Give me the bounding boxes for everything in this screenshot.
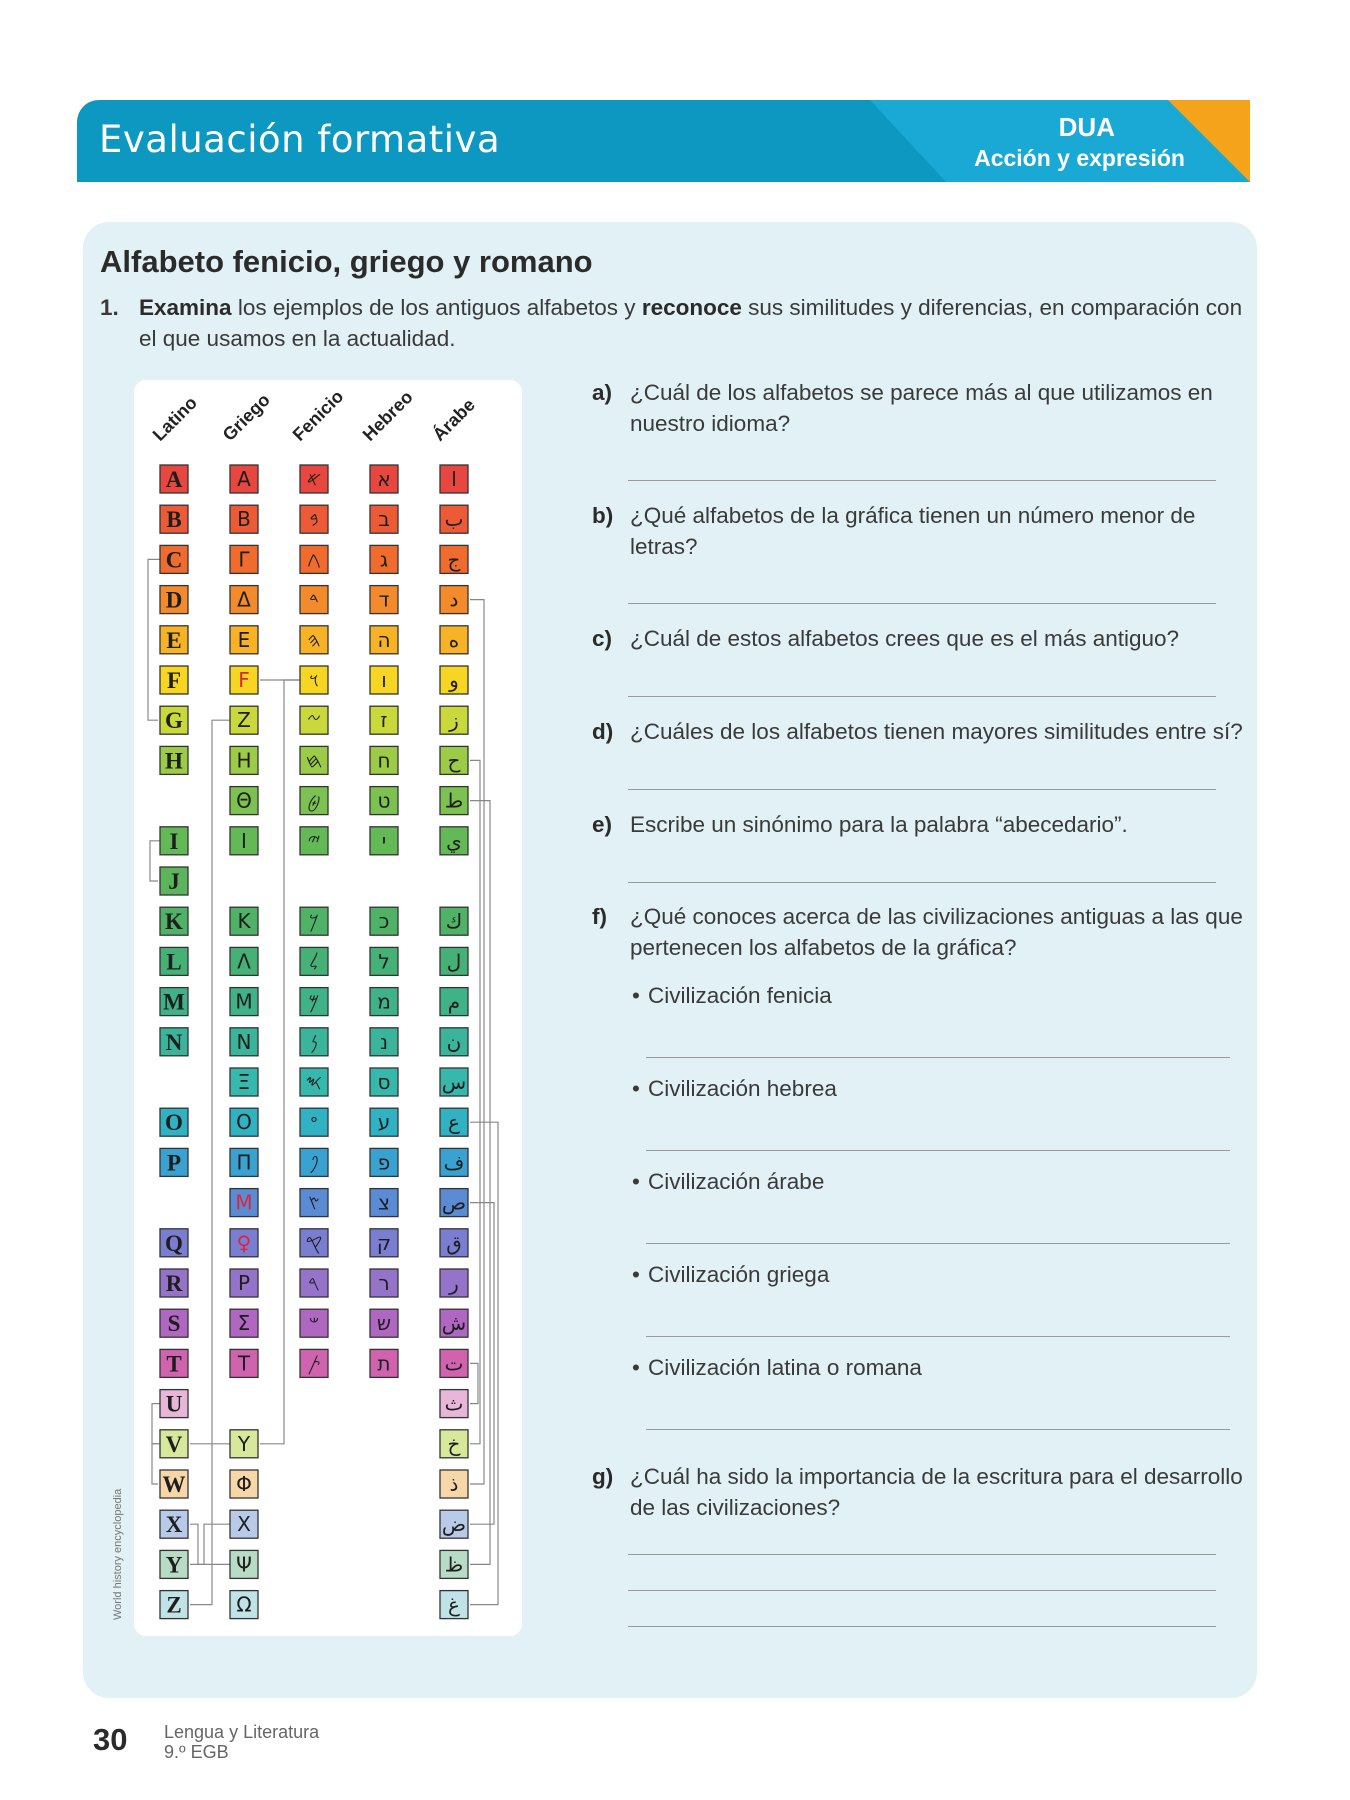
letter-latin: Y [165,1552,183,1578]
answer-line-arabe[interactable] [646,1243,1230,1244]
letter-hebrew: ח [377,748,391,773]
letter-phoenician: 𐤍 [310,1029,318,1054]
grade-level: 9.º EGB [164,1742,229,1762]
letter-arabic: ز [449,708,459,733]
letter-greek: B [237,507,251,532]
letter-greek: A [237,467,251,491]
letter-greek: Ω [236,1592,252,1617]
instruction-verb-1: Examina [139,295,232,320]
question-g [592,1461,1252,1523]
bullet-text: Civilización griega [648,1262,830,1287]
answer-line-g-2[interactable] [628,1590,1216,1591]
letter-arabic: ف [443,1150,465,1175]
header-banner [77,100,1250,182]
alphabet-chart [134,380,522,1636]
letter-phoenician: 𐤋 [309,949,319,974]
question-d-line1: ¿Cuáles de los alfabetos tienen mayores similitudes entre sí? [630,719,1243,744]
letter-arabic: ت [444,1351,464,1376]
letter-latin: K [165,909,183,935]
letter-hebrew: ה [377,627,391,652]
letter-greek: Δ [237,587,251,612]
letter-latin: H [165,748,183,774]
letter-hebrew: ג [379,547,389,572]
letter-hebrew: ע [377,1110,391,1135]
letter-phoenician: 𐤆 [306,708,322,733]
bullet-civilizacion-latina: • Civilización latina o romana [632,1355,922,1380]
letter-phoenician: 𐤉 [307,828,321,853]
letter-latin: V [165,1431,183,1457]
letter-arabic: ك [445,909,463,934]
letter-hebrew: נ [379,1029,389,1054]
column-header-greek: Griego [218,389,274,445]
letter-greek: Π [236,1150,252,1175]
question-d-label: d) [592,719,614,744]
letter-arabic: ج [447,547,461,572]
letter-greek: K [237,909,251,934]
letter-arabic: ح [447,748,461,773]
answer-line-fenicia[interactable] [646,1057,1230,1058]
letter-hebrew: י [381,828,387,853]
question-f-label: f) [592,904,607,929]
question-g-line1: ¿Cuál ha sido la importancia de la escritura para el desarrollo [630,1464,1243,1489]
letter-phoenician: 𐤌 [308,989,320,1014]
question-b-label: b) [592,503,614,528]
letter-arabic: س [441,1070,467,1094]
question-f-line1: ¿Qué conoces acerca de las civilizaciones antiguas a las que [630,904,1243,929]
letter-phoenician: 𐤐 [309,1150,319,1175]
bullet-civilizacion-arabe: • Civilización árabe [632,1169,825,1194]
letter-hebrew: כ [378,909,390,934]
letter-phoenician: 𐤎 [305,1070,323,1094]
letter-phoenician: 𐤑 [308,1190,320,1215]
question-a-label: a) [592,380,613,405]
letter-greek: T [237,1351,251,1376]
question-f-line2: pertenecen los alfabetos de la gráfica? [630,935,1017,960]
letter-greek: X [237,1512,251,1537]
letter-latin: U [165,1391,183,1417]
footer-subject [164,1722,319,1762]
letter-hebrew: ס [377,1070,391,1094]
letter-greek: F [238,668,250,692]
question-c-label: c) [592,626,613,651]
question-b [592,500,1252,562]
letter-greek: Γ [238,547,250,572]
letter-arabic: ه [448,627,460,652]
letter-latin: N [165,1029,183,1055]
letter-greek: Λ [237,949,251,974]
letter-phoenician: 𐤔 [308,1311,320,1336]
question-e-line1: Escribe un sinónimo para la palabra “abecedario”. [630,812,1128,837]
letter-hebrew: ו [381,668,387,692]
letter-hebrew: א [377,467,391,491]
section-title: Alfabeto fenicio, griego y romano [100,244,593,279]
letter-latin: O [165,1110,183,1136]
letter-greek: Φ [236,1472,252,1496]
question-a-line1: ¿Cuál de los alfabetos se parece más al que utilizamos en [630,380,1213,405]
letter-latin: M [163,989,185,1015]
image-credit: World history encyclopedia [112,1488,124,1620]
question-c-line1: ¿Cuál de estos alfabetos crees que es el más antiguo? [630,626,1180,651]
answer-line-d[interactable] [628,789,1216,790]
letter-hebrew: ת [377,1351,391,1376]
bullet-civilizacion-hebrea: • Civilización hebrea [632,1076,837,1101]
letter-arabic: ا [451,467,457,491]
letter-latin: X [165,1512,183,1538]
letter-latin: A [165,467,183,492]
answer-line-c[interactable] [628,696,1216,697]
question-g-line2: de las civilizaciones? [630,1495,841,1520]
instruction-number: 1. [100,295,119,320]
letter-hebrew: ל [378,949,390,974]
letter-greek: M [235,1190,253,1215]
letter-latin: L [166,949,182,975]
letter-arabic: غ [448,1592,460,1617]
question-a [592,377,1252,439]
letter-greek: Ξ [237,1070,251,1094]
letter-latin: T [166,1351,182,1377]
column-header-arabic: Árabe [428,394,479,445]
letter-greek: N [236,1029,252,1054]
letter-phoenician: 𐤊 [309,909,319,934]
letter-arabic: و [449,668,459,692]
question-c [592,623,1252,654]
instruction-text-1: los ejemplos de los antiguos alfabetos y [231,295,642,320]
letter-latin: S [167,1311,181,1337]
letter-latin: J [168,869,180,894]
letter-latin: E [166,627,182,653]
letter-arabic: ل [446,949,462,974]
letter-latin: D [165,587,183,613]
letter-greek: M [235,989,253,1014]
letter-hebrew: ב [378,507,390,532]
letter-arabic: ذ [449,1472,459,1496]
letter-latin: P [166,1150,182,1176]
letter-latin: Q [165,1230,183,1256]
bullet-text: Civilización árabe [648,1169,825,1194]
letter-arabic: ص [441,1190,467,1215]
letter-hebrew: ק [376,1230,392,1255]
letter-arabic: ن [446,1029,462,1054]
question-e-label: e) [592,812,613,837]
letter-arabic: ظ [444,1552,464,1577]
answer-line-g-1[interactable] [628,1554,1216,1555]
column-header-hebrew: Hebreo [358,386,417,445]
letter-phoenician: 𐤃 [309,587,319,612]
question-d [592,716,1252,747]
letter-arabic: ط [444,788,464,813]
letter-phoenician: 𐤄 [307,627,321,652]
page-title: Evaluación formativa [99,118,501,161]
letter-arabic: ق [446,1230,462,1255]
letter-greek: I [241,828,247,853]
dua-subtitle: Acción y expresión [974,145,1185,171]
letter-hebrew: פ [377,1150,391,1175]
answer-line-a[interactable] [628,480,1216,481]
question-a-line2: nuestro idioma? [630,411,791,436]
letter-arabic: م [447,989,461,1014]
column-header-latin: Latino [148,392,202,445]
instruction-text-3: el que usamos en la actualidad. [139,326,456,351]
letter-hebrew: צ [378,1190,390,1215]
letter-arabic: ي [446,828,462,853]
answer-line-g-3[interactable] [628,1626,1216,1627]
letter-greek: Ψ [236,1552,252,1577]
letter-greek: O [236,1110,252,1135]
letter-latin: I [169,828,179,854]
letter-latin: G [165,708,183,734]
question-g-label: g) [592,1464,614,1489]
instruction-text-2: sus similitudes y diferencias, en comparación con [741,295,1243,320]
letter-greek: H [236,748,252,773]
letter-greek: Y [237,1431,251,1456]
letter-phoenician: 𐤁 [309,507,319,532]
letter-phoenician: 𐤈 [307,788,321,813]
answer-line-hebrea[interactable] [646,1150,1230,1151]
letter-arabic: ض [441,1512,467,1537]
question-b-line1: ¿Qué alfabetos de la gráfica tienen un número menor de [630,503,1196,528]
answer-line-latina[interactable] [646,1429,1230,1430]
letter-greek: P [237,1271,251,1295]
letter-phoenician: 𐤓 [308,1271,320,1295]
letter-greek: Z [237,708,251,733]
instruction-1 [100,292,1250,354]
letter-phoenician: 𐤀 [306,467,322,491]
letter-hebrew: ש [376,1311,392,1336]
subject-name: Lengua y Literatura [164,1722,320,1742]
letter-arabic: ث [444,1391,464,1416]
answer-line-b[interactable] [628,603,1216,604]
letter-hebrew: ר [378,1271,390,1295]
letter-greek: Σ [237,1311,251,1336]
letter-arabic: خ [447,1431,461,1456]
letter-arabic: د [449,587,459,612]
letter-arabic: ش [441,1311,467,1336]
letter-latin: Z [166,1592,182,1618]
question-f [592,901,1252,963]
letter-latin: W [162,1472,186,1497]
alphabet-chart-svg [134,380,522,1636]
letter-latin: B [166,507,182,533]
letter-greek: E [237,627,251,652]
letter-hebrew: ז [380,708,388,733]
letter-greek: Θ [236,788,252,813]
bullet-text: Civilización latina o romana [648,1355,922,1380]
letter-latin: F [166,668,182,693]
instruction-verb-2: reconoce [641,295,742,320]
answer-line-griega[interactable] [646,1336,1230,1337]
letter-latin: C [165,547,183,573]
answer-line-e[interactable] [628,882,1216,883]
letter-arabic: ع [448,1110,460,1135]
page-number: 30 [93,1722,128,1757]
letter-phoenician: 𐤕 [307,1351,321,1376]
letter-hebrew: ט [377,788,391,813]
bullet-civilizacion-fenicia: • Civilización fenicia [632,983,832,1008]
letter-hebrew: ד [378,587,390,612]
letter-greek: ♀ [236,1230,252,1255]
bullet-civilizacion-griega: • Civilización griega [632,1262,830,1287]
bullet-text: Civilización hebrea [648,1076,837,1101]
letter-latin: R [165,1271,183,1296]
letter-arabic: ب [444,507,464,532]
letter-hebrew: מ [377,989,391,1014]
letter-arabic: ر [449,1271,459,1295]
question-b-line2: letras? [630,534,698,559]
letter-phoenician: 𐤏 [310,1110,318,1135]
dua-label: DUA [1058,112,1115,142]
column-header-phoenician: Fenicio [288,386,348,445]
letter-phoenician: 𐤅 [309,668,319,692]
letter-phoenician: 𐤒 [305,1230,323,1255]
bullet-text: Civilización fenicia [648,983,832,1008]
letter-phoenician: 𐤂 [307,547,321,572]
question-e [592,809,1252,840]
letter-phoenician: 𐤇 [305,748,323,773]
